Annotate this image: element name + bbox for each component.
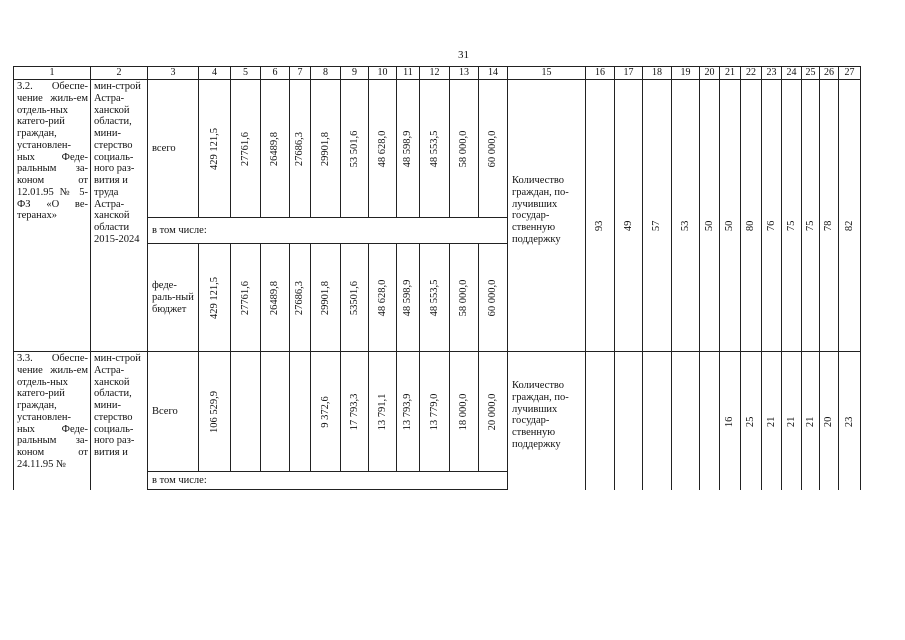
value-cell: 26489,8 — [261, 244, 290, 352]
col-header: 4 — [199, 67, 231, 80]
indicator-cell: 57 — [643, 80, 672, 352]
indicator-cell: 93 — [586, 80, 615, 352]
col-header: 25 — [802, 67, 820, 80]
col-header: 11 — [397, 67, 420, 80]
indicator-cell: 21 — [782, 352, 802, 490]
value-cell: 53501,6 — [341, 244, 369, 352]
measure-name-cell: 3.3. Обеспе-чение жиль-ем отдель-ных катего-рий граждан, установлен-ных Феде-ральным за-коном от 24.11.95 № — [14, 352, 91, 490]
column-number-row — [14, 67, 861, 80]
value-cell: 26489,8 — [261, 80, 290, 218]
indicator-cell — [643, 352, 672, 490]
indicator-name-cell: Количество граждан, по-лучивших государ-ственную поддержку — [508, 352, 586, 490]
row-3-2-total — [14, 80, 861, 218]
value-cell: 429 121,5 — [199, 80, 231, 218]
value-cell: 13 793,9 — [397, 352, 420, 472]
value-cell: 29901,8 — [311, 244, 341, 352]
col-header: 18 — [643, 67, 672, 80]
value-cell: 48 553,5 — [420, 244, 450, 352]
value-cell: 48 553,5 — [420, 80, 450, 218]
col-header: 8 — [311, 67, 341, 80]
col-header: 9 — [341, 67, 369, 80]
value-cell: 29901,8 — [311, 80, 341, 218]
col-header: 12 — [420, 67, 450, 80]
indicator-cell: 53 — [672, 80, 700, 352]
value-cell: 27686,3 — [290, 244, 311, 352]
page-number: 31 — [458, 49, 469, 61]
value-cell: 17 793,3 — [341, 352, 369, 472]
col-header: 23 — [762, 67, 782, 80]
including-label: в том числе: — [148, 218, 508, 244]
col-header: 16 — [586, 67, 615, 80]
col-header: 14 — [479, 67, 508, 80]
col-header: 17 — [615, 67, 643, 80]
value-cell: 48 598,9 — [397, 80, 420, 218]
value-cell: 429 121,5 — [199, 244, 231, 352]
indicator-cell: 78 — [820, 80, 839, 352]
value-cell: 58 000,0 — [450, 80, 479, 218]
measure-name-cell: 3.2. Обеспе-чение жиль-ем отдель-ных катего-рий граждан, установлен-ных Феде-ральным за-коном от 12.01.95 № 5-ФЗ «О ве-теранах» — [14, 80, 91, 352]
indicator-cell — [615, 352, 643, 490]
value-cell: 27761,6 — [231, 244, 261, 352]
indicator-cell — [586, 352, 615, 490]
indicator-cell — [672, 352, 700, 490]
indicator-cell: 50 — [720, 80, 741, 352]
indicator-cell: 21 — [762, 352, 782, 490]
value-cell: 48 628,0 — [369, 80, 397, 218]
col-header: 24 — [782, 67, 802, 80]
indicator-cell: 82 — [839, 80, 861, 352]
indicator-cell: 76 — [762, 80, 782, 352]
col-header: 21 — [720, 67, 741, 80]
value-cell: 60 000,0 — [479, 80, 508, 218]
col-header: 1 — [14, 67, 91, 80]
indicator-cell: 23 — [839, 352, 861, 490]
value-cell — [231, 352, 261, 472]
value-cell — [261, 352, 290, 472]
col-header: 15 — [508, 67, 586, 80]
col-header: 6 — [261, 67, 290, 80]
program-table — [13, 66, 861, 490]
total-label: Всего — [148, 352, 199, 472]
col-header: 26 — [820, 67, 839, 80]
value-cell: 58 000,0 — [450, 244, 479, 352]
executor-cell: мин-строй Астра-ханской области, мини-стерство социаль-ного раз-вития и — [91, 352, 148, 490]
col-header: 3 — [148, 67, 199, 80]
value-cell: 27686,3 — [290, 80, 311, 218]
executor-cell: мин-строй Астра-ханской области, мини-стерство социаль-ного раз-вития и труда Астра-ханской области 2015-2024 — [91, 80, 148, 352]
indicator-cell: 21 — [802, 352, 820, 490]
indicator-cell: 20 — [820, 352, 839, 490]
indicator-cell: 25 — [741, 352, 762, 490]
col-header: 20 — [700, 67, 720, 80]
value-cell: 13 779,0 — [420, 352, 450, 472]
indicator-cell: 50 — [700, 80, 720, 352]
value-cell: 53 501,6 — [341, 80, 369, 218]
total-label: всего — [148, 80, 199, 218]
row-3-3-total — [14, 352, 861, 472]
col-header: 7 — [290, 67, 311, 80]
value-cell: 48 628,0 — [369, 244, 397, 352]
col-header: 22 — [741, 67, 762, 80]
indicator-cell: 49 — [615, 80, 643, 352]
value-cell: 13 791,1 — [369, 352, 397, 472]
value-cell — [290, 352, 311, 472]
value-cell: 60 000,0 — [479, 244, 508, 352]
indicator-cell: 75 — [782, 80, 802, 352]
value-cell: 106 529,9 — [199, 352, 231, 472]
indicator-cell: 80 — [741, 80, 762, 352]
col-header: 27 — [839, 67, 861, 80]
col-header: 19 — [672, 67, 700, 80]
indicator-cell: 16 — [720, 352, 741, 490]
value-cell: 9 372,6 — [311, 352, 341, 472]
col-header: 2 — [91, 67, 148, 80]
value-cell: 48 598,9 — [397, 244, 420, 352]
col-header: 5 — [231, 67, 261, 80]
col-header: 10 — [369, 67, 397, 80]
including-label: в том числе: — [148, 472, 508, 490]
value-cell: 18 000,0 — [450, 352, 479, 472]
col-header: 13 — [450, 67, 479, 80]
indicator-cell: 75 — [802, 80, 820, 352]
indicator-name-cell: Количество граждан, по-лучивших государ-ственную поддержку — [508, 80, 586, 352]
value-cell: 27761,6 — [231, 80, 261, 218]
federal-budget-label: феде-раль-ный бюджет — [148, 244, 199, 352]
value-cell: 20 000,0 — [479, 352, 508, 472]
indicator-cell — [700, 352, 720, 490]
